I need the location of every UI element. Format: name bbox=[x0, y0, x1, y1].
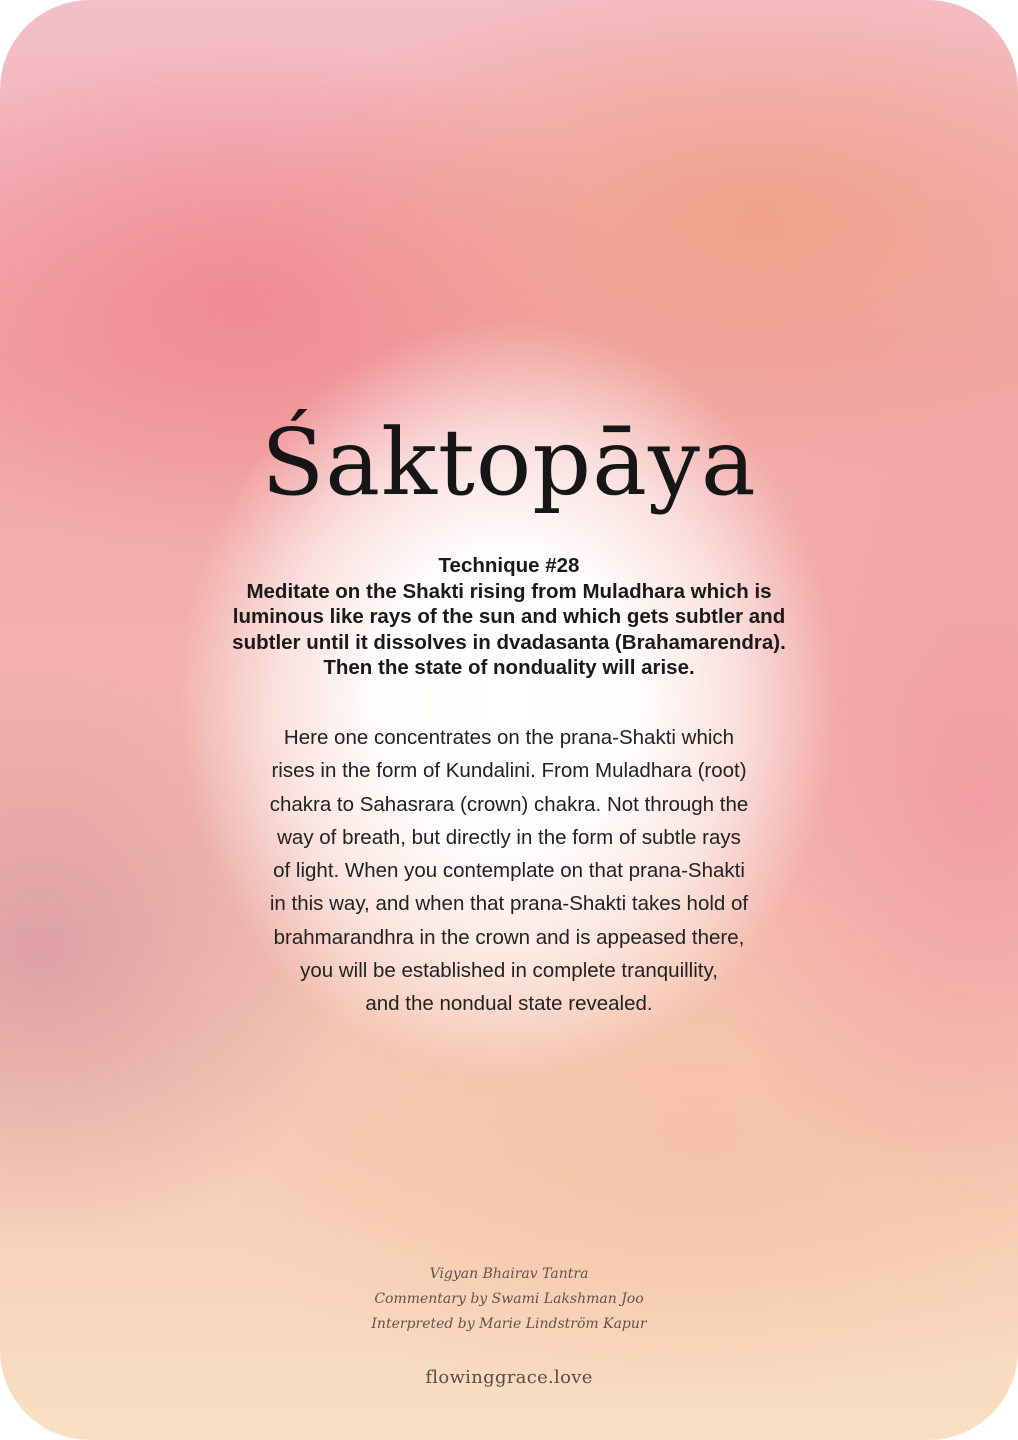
credits bbox=[0, 1262, 1018, 1337]
commentary-line: brahmarandhra in the crown and is appeased there, bbox=[273, 925, 745, 949]
credit-source: Vigyan Bhairav Tantra bbox=[429, 1266, 589, 1282]
commentary-line: in this way, and when that prana-Shakti takes hold of bbox=[269, 892, 749, 916]
commentary-line: rises in the form of Kundalini. From Muladhara (root) bbox=[271, 759, 747, 783]
page-title: Śaktopāya bbox=[261, 409, 757, 516]
commentary-text bbox=[219, 721, 799, 1021]
credit-interpreted: Interpreted by Marie Lindström Kapur bbox=[371, 1316, 647, 1332]
technique-block bbox=[209, 553, 809, 681]
commentary-line: chakra to Sahasrara (crown) chakra. Not through the bbox=[269, 792, 749, 816]
commentary-line: of light. When you contemplate on that prana-Shakti bbox=[273, 859, 745, 883]
commentary-line: and the nondual state revealed. bbox=[365, 992, 653, 1016]
technique-label: Technique #28 bbox=[438, 554, 580, 577]
commentary-line: you will be established in complete tranquillity, bbox=[300, 959, 718, 983]
technique-sutra: Meditate on the Shakti rising from Muladhara which is luminous like rays of the sun and which gets subtler and subtler until it dissolves in dvadasanta (Brahamarendra). Then the state of nonduality will arise. bbox=[232, 579, 786, 679]
website-link[interactable]: flowinggrace.love bbox=[425, 1367, 593, 1388]
commentary-line: way of breath, but directly in the form of subtle rays bbox=[277, 825, 741, 849]
credit-commentary: Commentary by Swami Lakshman Joo bbox=[374, 1291, 644, 1307]
commentary-line: Here one concentrates on the prana-Shakti which bbox=[283, 726, 735, 749]
